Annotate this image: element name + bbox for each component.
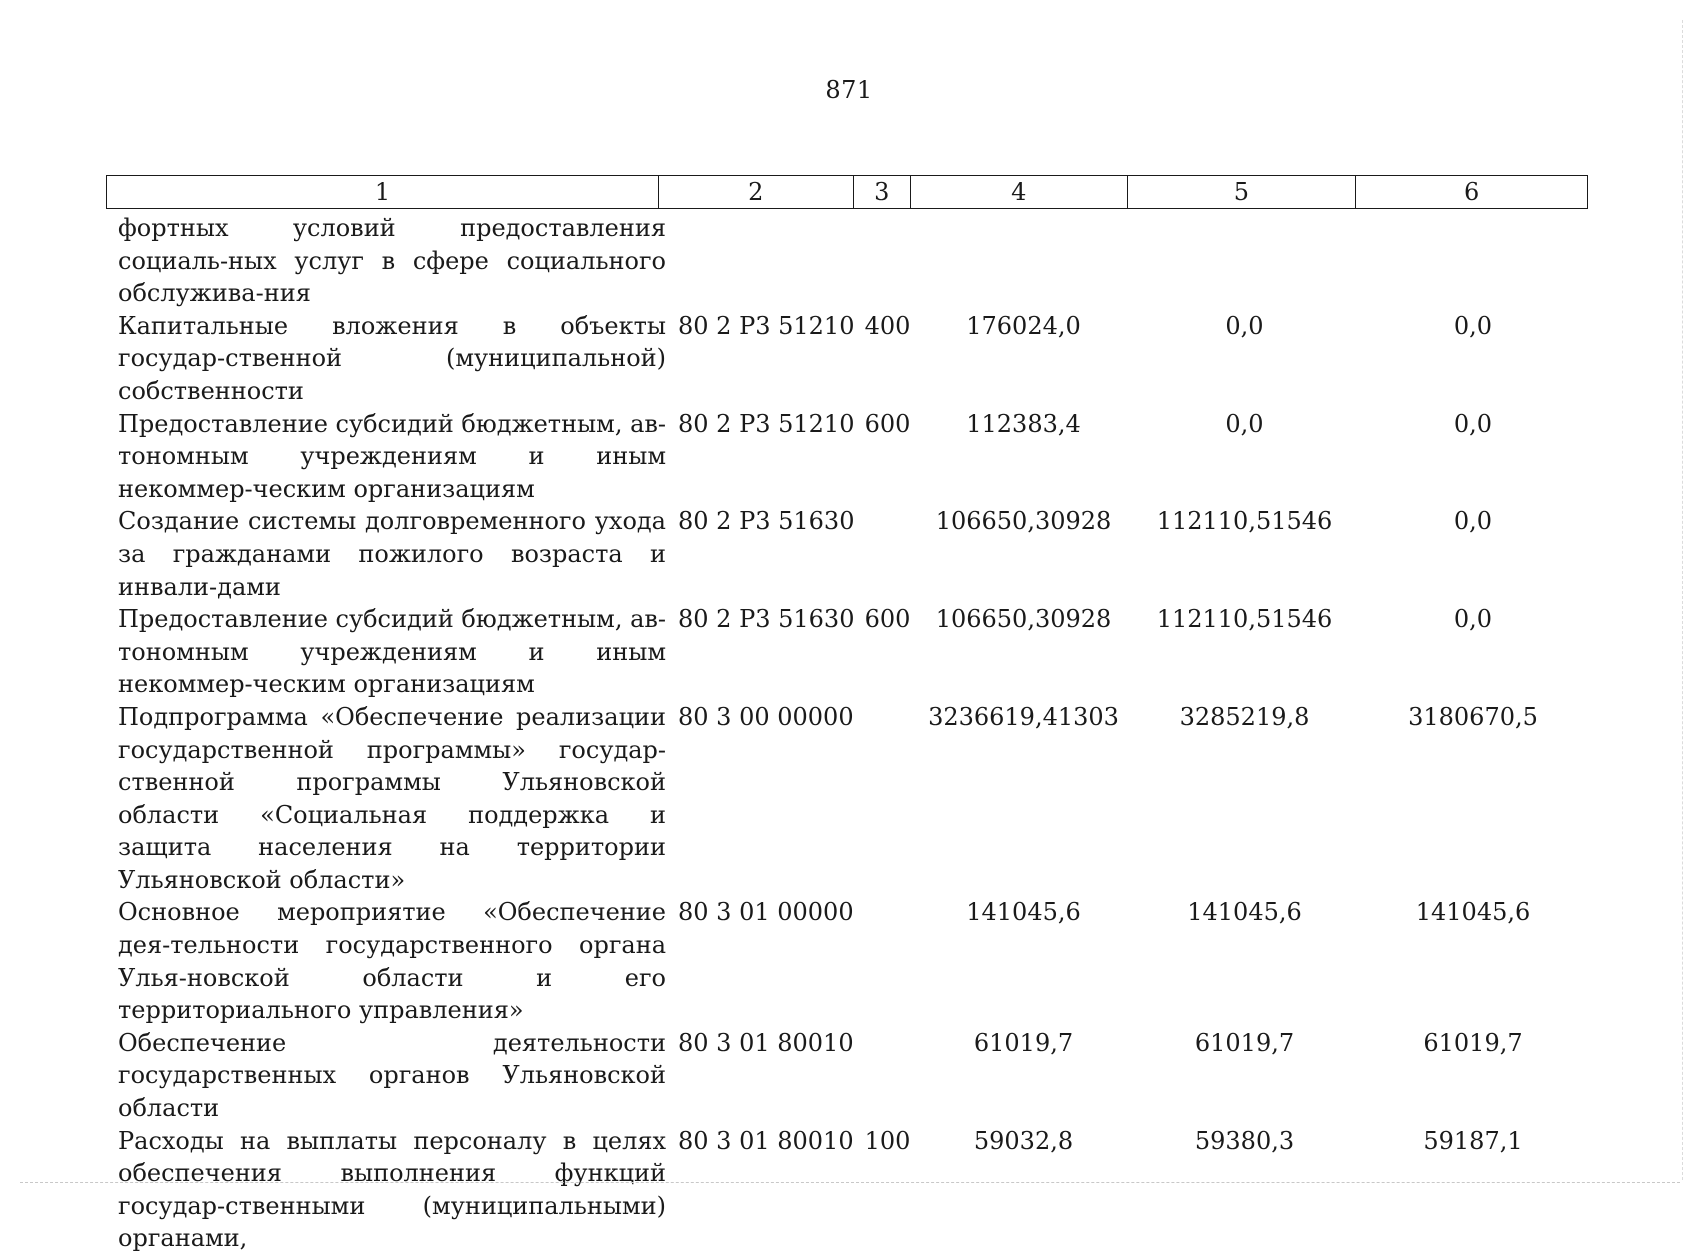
row-name: Основное мероприятие «Обеспечение дея-тельности государственного органа Улья-новской области и его территориального управления» bbox=[118, 898, 666, 1025]
row-value-col5: 112110,51546 bbox=[1156, 507, 1333, 536]
row-value-col6: 61019,7 bbox=[1423, 1028, 1523, 1057]
row-name: Предоставление субсидий бюджетным, ав-тономным учреждениям и иным некоммер-ческим организациям bbox=[118, 605, 667, 699]
row-name: Капитальные вложения в объекты государ-ственной (муниципальной) собственности bbox=[118, 311, 666, 405]
table-row bbox=[106, 701, 1588, 897]
row-value-col4: 106650,30928 bbox=[935, 605, 1112, 634]
column-header-row bbox=[107, 176, 1588, 209]
table-row bbox=[106, 603, 1588, 701]
row-value-col4: 176024,0 bbox=[966, 311, 1081, 340]
row-value-col5: 3285219,8 bbox=[1179, 702, 1310, 731]
row-code: 80 2 Р3 51210 bbox=[678, 409, 855, 438]
row-value-col5: 0,0 bbox=[1225, 409, 1264, 438]
row-value-col6: 0,0 bbox=[1453, 311, 1493, 340]
row-name: Подпрограмма «Обеспечение реализации государственной программы» государ-ственной программы Ульяновской области «Социальная поддержка и защита населения на территории Ульяновской области» bbox=[118, 702, 666, 894]
row-name: Расходы на выплаты персоналу в целях обеспечения выполнения функций государ-ственными (муниципальными) органами, bbox=[118, 1126, 666, 1253]
row-value-col6 bbox=[1358, 212, 1588, 310]
scan-edge-bottom bbox=[20, 1182, 1680, 1183]
row-code bbox=[666, 212, 859, 310]
row-value-col6: 0,0 bbox=[1453, 605, 1493, 634]
row-expense-type bbox=[859, 701, 916, 897]
column-header-3: 3 bbox=[853, 176, 910, 209]
row-value-col6: 0,0 bbox=[1453, 507, 1493, 536]
table-row bbox=[106, 896, 1588, 1026]
table-row bbox=[106, 505, 1588, 603]
row-code: 80 2 Р3 51210 bbox=[678, 311, 855, 340]
row-code: 80 2 Р3 51630 bbox=[678, 507, 855, 536]
row-value-col5: 61019,7 bbox=[1194, 1028, 1295, 1057]
row-code: 80 3 00 00000 bbox=[678, 702, 854, 731]
column-header-table bbox=[106, 175, 1588, 209]
row-expense-type bbox=[859, 212, 916, 310]
budget-table-body bbox=[106, 212, 1588, 1255]
row-code: 80 3 01 00000 bbox=[678, 898, 854, 927]
table-row bbox=[106, 408, 1588, 506]
row-value-col4: 141045,6 bbox=[966, 898, 1081, 927]
row-expense-type bbox=[859, 896, 916, 1026]
row-value-col4 bbox=[916, 212, 1131, 310]
table-row bbox=[106, 310, 1588, 408]
row-value-col5 bbox=[1131, 212, 1358, 310]
column-header-4: 4 bbox=[910, 176, 1127, 209]
row-code: 80 2 Р3 51630 bbox=[678, 605, 855, 634]
row-value-col6: 0,0 bbox=[1453, 409, 1493, 438]
row-name: Предоставление субсидий бюджетным, ав-тономным учреждениям и иным некоммер-ческим организациям bbox=[118, 409, 667, 503]
column-header-2: 2 bbox=[659, 176, 853, 209]
row-value-col4: 59032,8 bbox=[973, 1126, 1074, 1155]
row-expense-type: 400 bbox=[864, 311, 911, 340]
table-row bbox=[106, 1027, 1588, 1125]
row-name: Создание системы долговременного ухода за гражданами пожилого возраста и инвали-дами bbox=[118, 507, 666, 601]
row-expense-type bbox=[859, 1027, 916, 1125]
row-value-col4: 112383,4 bbox=[966, 409, 1081, 438]
table-row bbox=[106, 1125, 1588, 1255]
row-value-col5: 112110,51546 bbox=[1156, 605, 1333, 634]
row-name: Обеспечение деятельности государственных органов Ульяновской области bbox=[118, 1028, 666, 1123]
row-value-col4: 3236619,41303 bbox=[928, 702, 1119, 731]
row-value-col5: 0,0 bbox=[1225, 311, 1264, 340]
table-row bbox=[106, 212, 1588, 310]
row-value-col4: 106650,30928 bbox=[935, 507, 1112, 536]
row-code: 80 3 01 80010 bbox=[678, 1126, 854, 1155]
column-header-5: 5 bbox=[1127, 176, 1356, 209]
row-value-col5: 59380,3 bbox=[1194, 1126, 1295, 1155]
row-value-col4: 61019,7 bbox=[973, 1028, 1074, 1057]
row-expense-type: 600 bbox=[864, 605, 911, 634]
row-name: фортных условий предоставления социаль-ных услуг в сфере социального обслужива-ния bbox=[118, 214, 666, 308]
row-expense-type: 600 bbox=[864, 409, 911, 438]
row-value-col6: 59187,1 bbox=[1423, 1126, 1523, 1155]
row-code: 80 3 01 80010 bbox=[678, 1028, 854, 1057]
column-header-1: 1 bbox=[107, 176, 659, 209]
page-number: 871 bbox=[825, 76, 873, 104]
row-value-col6: 3180670,5 bbox=[1408, 702, 1538, 731]
scan-edge-right bbox=[1682, 20, 1683, 1180]
row-expense-type: 100 bbox=[864, 1126, 911, 1155]
column-header-6: 6 bbox=[1356, 176, 1588, 209]
row-value-col6: 141045,6 bbox=[1415, 898, 1531, 927]
row-expense-type bbox=[859, 505, 916, 603]
row-value-col5: 141045,6 bbox=[1187, 898, 1302, 927]
